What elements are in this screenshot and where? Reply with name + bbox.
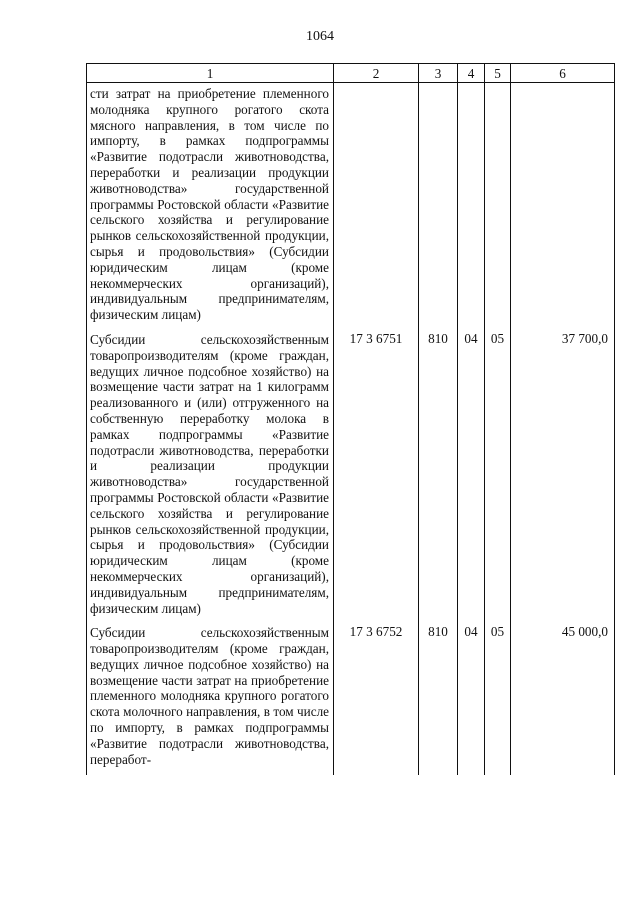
row-target-article: 17 3 6752 <box>334 624 419 775</box>
row-description: Субсидии сельскохозяйственным товаропроизводителям (кроме граждан, ведущих личное подсобное хозяйство) на возмещение части затрат на приобретение племенного молодняка крупного рогатого скота молочного направления, в том числе по импорту, в рамках подпрограммы «Развитие подотрасли животноводства, переработ- <box>87 624 334 775</box>
row-subsection <box>485 83 511 331</box>
column-header-5: 5 <box>485 64 511 83</box>
row-section: 04 <box>458 331 485 624</box>
row-section <box>458 83 485 331</box>
row-subsection: 05 <box>485 331 511 624</box>
page-number: 1064 <box>306 29 334 44</box>
row-expense-type: 810 <box>419 624 458 775</box>
column-header-6: 6 <box>511 64 615 83</box>
table-row <box>87 331 615 624</box>
table-body <box>87 83 615 776</box>
header-row <box>87 64 615 83</box>
row-subsection: 05 <box>485 624 511 775</box>
row-amount: 37 700,0 <box>511 331 615 624</box>
table-header <box>87 64 615 83</box>
row-amount: 45 000,0 <box>511 624 615 775</box>
row-amount <box>511 83 615 331</box>
budget-table <box>86 63 615 775</box>
row-expense-type <box>419 83 458 331</box>
column-header-1: 1 <box>87 64 334 83</box>
row-description: сти затрат на приобретение племенного молодняка крупного рогатого скота мясного направления, в том числе по импорту, в рамках подпрограммы «Развитие подотрасли животноводства, переработки и реализации продукции животноводства» государственной программы Ростовской области «Развитие сельского хозяйства и регулирование рынков сельскохозяйственной продукции, сырья и продовольствия» (Субсидии юридическим лицам (кроме некоммерческих организаций), индивидуальным предпринимателям, физическим лицам) <box>87 83 334 331</box>
row-section: 04 <box>458 624 485 775</box>
table-row <box>87 624 615 775</box>
row-expense-type: 810 <box>419 331 458 624</box>
column-header-2: 2 <box>334 64 419 83</box>
row-target-article: 17 3 6751 <box>334 331 419 624</box>
column-header-4: 4 <box>458 64 485 83</box>
table-row <box>87 83 615 331</box>
row-target-article <box>334 83 419 331</box>
row-description: Субсидии сельскохозяйственным товаропроизводителям (кроме граждан, ведущих личное подсобное хозяйство) на возмещение части затрат на 1 килограмм реализованного и (или) отгруженного на собственную переработку молока в рамках подпрограммы «Развитие подотрасли животноводства, переработки и реализации продукции животноводства» государственной программы Ростовской области «Развитие сельского хозяйства и регулирование рынков сельскохозяйственной продукции, сырья и продовольствия» (Субсидии юридическим лицам (кроме некоммерческих организаций), индивидуальным предпринимателям, физическим лицам) <box>87 331 334 624</box>
column-header-3: 3 <box>419 64 458 83</box>
